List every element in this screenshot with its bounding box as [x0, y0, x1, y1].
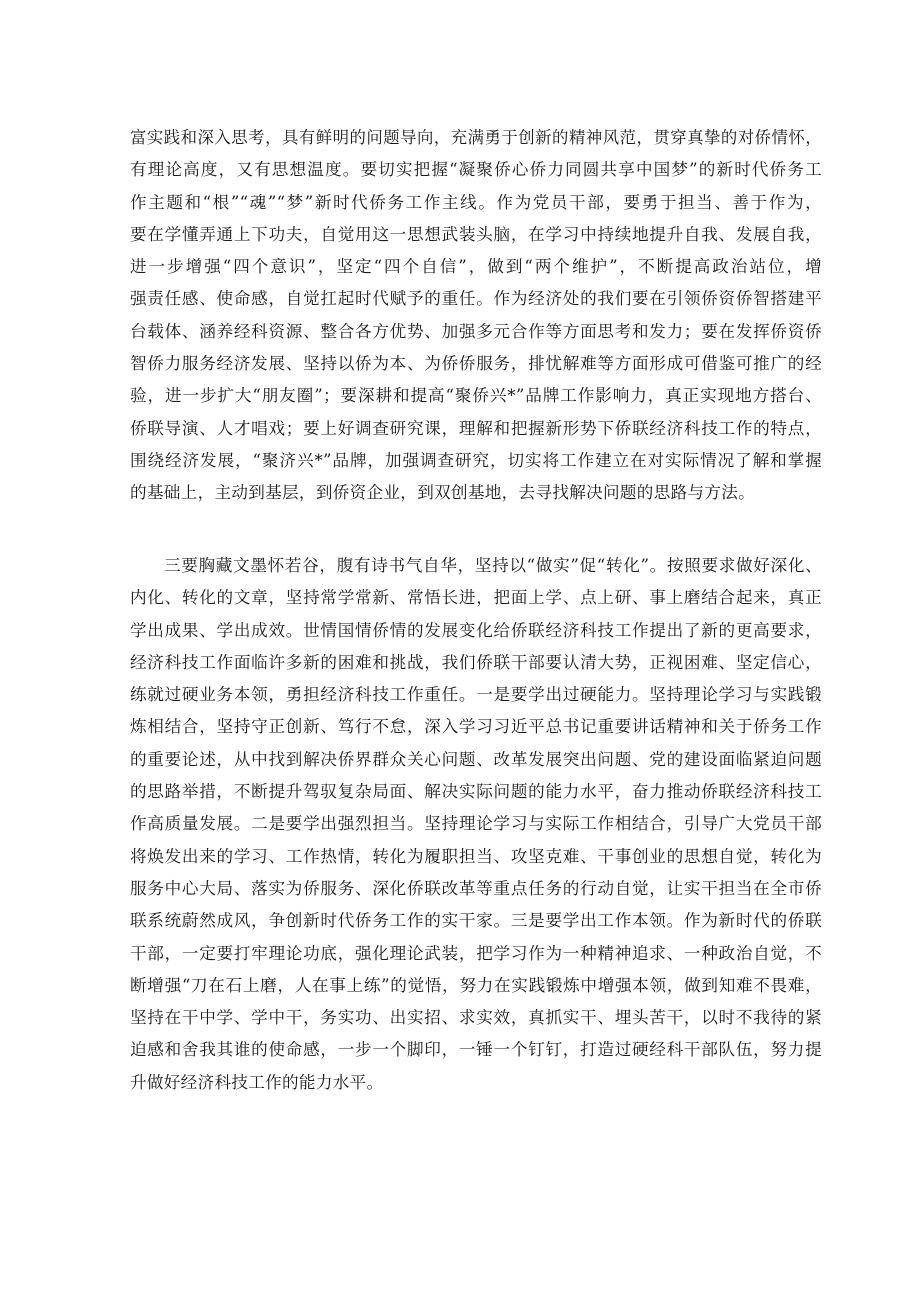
paragraph-line: 强责任感、使命感，自觉扛起时代赋予的重任。作为经济处的我们要在引领侨资侨智搭建平	[130, 289, 822, 309]
paragraph-line: 学出成果、学出成效。世情国情侨情的发展变化给侨联经济科技工作提出了新的更高要求，	[130, 620, 822, 640]
paragraph-1	[130, 122, 822, 510]
paragraph-line: 进一步增强“四个意识”，坚定“四个自信”，做到“两个维护”，不断提高政治站位，增	[130, 257, 822, 277]
paragraph-line: 的思路举措，不断提升驾驭复杂局面、解决实际问题的能力水平，奋力推动侨联经济科技工	[130, 782, 822, 802]
paragraph-line: 坚持在干中学、学中干，务实功、出实招、求实效，真抓实干、埋头苦干，以时不我待的紧	[130, 1008, 822, 1028]
paragraph-line: 升做好经济科技工作的能力水平。	[130, 1072, 384, 1092]
paragraph-line: 作高质量发展。二是要学出强烈担当。坚持理论学习与实际工作相结合，引导广大党员干部	[130, 814, 822, 834]
paragraph-line: 有理论高度，又有思想温度。要切实把握“凝聚侨心侨力同圆共享中国梦”的新时代侨务工	[130, 160, 822, 180]
paragraph-line: 经济科技工作面临许多新的困难和挑战，我们侨联干部要认清大势，正视困难、坚定信心，	[130, 652, 822, 672]
paragraph-line: 服务中心大局、落实为侨服务、深化侨联改革等重点任务的行动自觉，让实干担当在全市侨	[130, 878, 822, 898]
paragraph-line: 练就过硬业务本领，勇担经济科技工作重任。一是要学出过硬能力。坚持理论学习与实践锻	[130, 685, 822, 705]
paragraph-line: 炼相结合，坚持守正创新、笃行不怠，深入学习习近平总书记重要讲话精神和关于侨务工作	[130, 717, 822, 737]
paragraph-line: 三要胸藏文墨怀若谷，腹有诗书气自华，坚持以“做实”促“转化”。按照要求做好深化、	[164, 556, 822, 575]
paragraph-line: 干部，一定要打牢理论功底，强化理论武装，把学习作为一种精神追求、一种政治自觉，不	[130, 943, 822, 963]
paragraph-line: 迫感和舍我其谁的使命感，一步一个脚印，一锤一个钉钉，打造过硬经科干部队伍，努力提	[130, 1040, 822, 1060]
paragraph-line: 要在学懂弄通上下功夫，自觉用这一思想武装头脑，在学习中持续地提升自我、发展自我，	[130, 224, 822, 244]
paragraph-line: 富实践和深入思考，具有鲜明的问题导向，充满勇于创新的精神风范，贯穿真挚的对侨情怀，	[130, 128, 822, 147]
paragraph-line: 验，进一步扩大“朋友圈”；要深耕和提高“聚侨兴*”品牌工作影响力，真正实现地方搭台、	[130, 386, 822, 406]
paragraph-line: 智侨力服务经济发展、坚持以侨为本、为侨侨服务，排忧解难等方面形成可借鉴可推广的经	[130, 354, 822, 374]
paragraph-line: 断增强“刀在石上磨，人在事上练”的觉悟，努力在实践锻炼中增强本领，做到知难不畏难，	[130, 975, 822, 995]
paragraph-line: 内化、转化的文章，坚持常学常新、常悟长进，把面上学、点上研、事上磨结合起来，真正	[130, 588, 822, 608]
paragraph-line: 围绕经济发展，“聚济兴*”品牌，加强调查研究，切实将工作建立在对实际情况了解和掌握	[130, 450, 822, 470]
paragraph-line: 将焕发出来的学习、工作热情，转化为履职担当、攻坚克难、干事创业的思想自觉，转化为	[130, 846, 822, 866]
paragraph-line: 台载体、涵养经科资源、整合各方优势、加强多元合作等方面思考和发力；要在发挥侨资侨	[130, 321, 822, 341]
paragraph-line: 联系统蔚然成风，争创新时代侨务工作的实干家。三是要学出工作本领。作为新时代的侨联	[130, 911, 822, 931]
paragraph-line: 侨联导演、人才唱戏；要上好调查研究课，理解和把握新形势下侨联经济科技工作的特点，	[130, 418, 822, 438]
paragraph-line: 的基础上，主动到基层，到侨资企业，到双创基地，去寻找解决问题的思路与方法。	[130, 483, 756, 503]
paragraph-line: 的重要论述，从中找到解决侨界群众关心问题、改革发展突出问题、党的建设面临紧迫问题	[130, 749, 822, 769]
paragraph-line: 作主题和“根”“魂”“梦”新时代侨务工作主线。作为党员干部，要勇于担当、善于作为，	[130, 192, 822, 212]
paragraph-2	[130, 550, 822, 1099]
